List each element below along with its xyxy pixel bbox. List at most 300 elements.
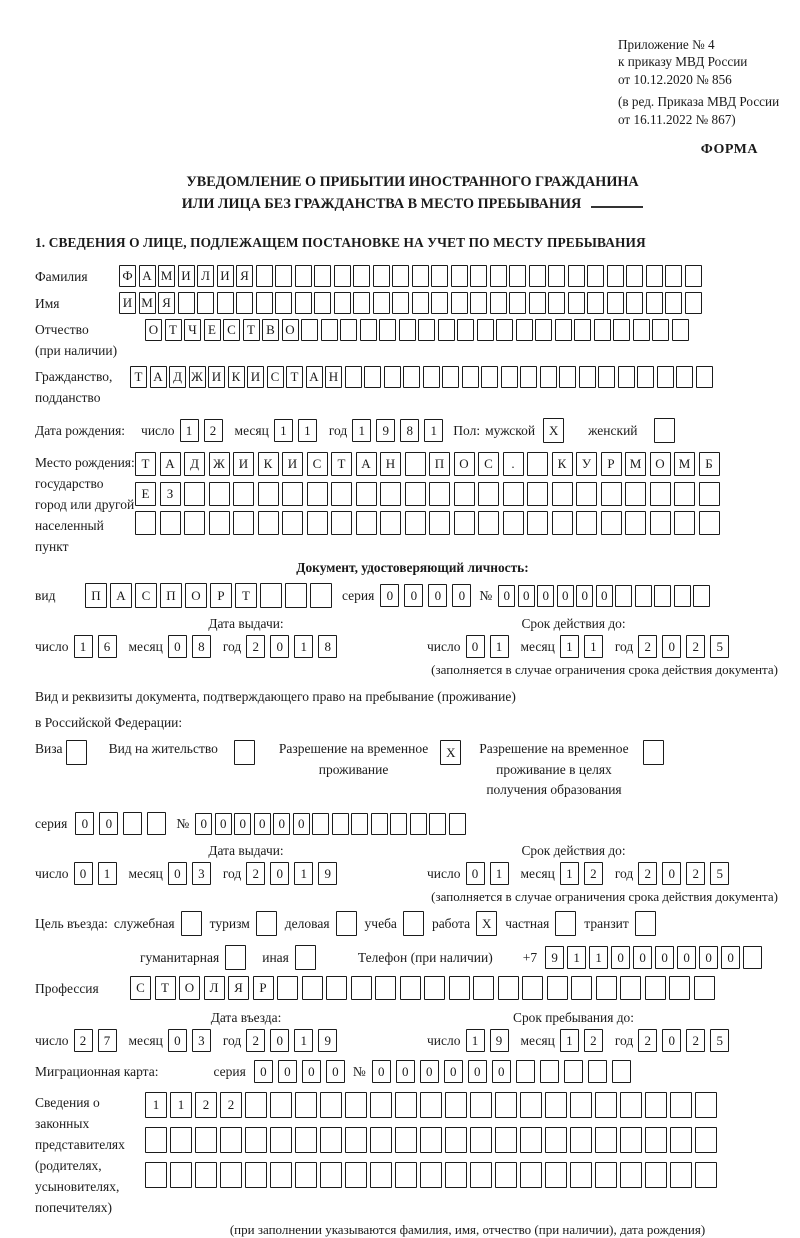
birth-place-cell[interactable] (503, 511, 524, 535)
birth-place-cell[interactable] (527, 482, 548, 506)
resid-number-cell[interactable] (410, 813, 427, 835)
citizenship-cell[interactable] (345, 366, 362, 388)
doc-number-cell[interactable]: 0 (498, 585, 515, 607)
patronymic-cell[interactable] (360, 319, 377, 341)
citizenship-cell[interactable] (520, 366, 537, 388)
surname-cell[interactable] (314, 265, 331, 287)
doc-kind-cell[interactable]: А (110, 583, 132, 608)
legal-reps-cell[interactable] (670, 1162, 692, 1188)
migration-number-cell[interactable]: 0 (420, 1060, 439, 1083)
doc-valid-year-cell[interactable]: 2 (638, 635, 657, 658)
resid-issue-day-cell[interactable]: 0 (74, 862, 93, 885)
doc-kind-cell[interactable]: С (135, 583, 157, 608)
birth-place-cell[interactable] (405, 482, 426, 506)
firstname-cell[interactable] (314, 292, 331, 314)
legal-reps-cell[interactable] (195, 1127, 217, 1153)
resid-number-cell[interactable]: 0 (215, 813, 232, 835)
resid-valid-day-cell[interactable]: 1 (490, 862, 509, 885)
profession-cell[interactable] (669, 976, 690, 1000)
profession-cell[interactable] (596, 976, 617, 1000)
firstname-cell[interactable] (568, 292, 585, 314)
legal-reps-cell[interactable] (145, 1127, 167, 1153)
birth-place-cell[interactable]: М (625, 452, 646, 476)
legal-reps-cell[interactable] (645, 1127, 667, 1153)
profession-cell[interactable] (424, 976, 445, 1000)
firstname-cell[interactable] (665, 292, 682, 314)
firstname-cell[interactable] (217, 292, 234, 314)
firstname-cell[interactable] (470, 292, 487, 314)
legal-reps-cell[interactable] (195, 1162, 217, 1188)
phone-digit-cell[interactable]: 0 (611, 946, 630, 969)
surname-cell[interactable]: А (139, 265, 156, 287)
resid-series-cell[interactable] (147, 812, 166, 835)
resid-issue-day-cell[interactable]: 1 (98, 862, 117, 885)
purpose-business-box[interactable] (336, 911, 357, 936)
profession-cell[interactable]: Р (253, 976, 274, 1000)
legal-reps-cell[interactable] (470, 1092, 492, 1118)
doc-issue-month-cell[interactable]: 8 (192, 635, 211, 658)
profession-cell[interactable] (302, 976, 323, 1000)
patronymic-cell[interactable] (496, 319, 513, 341)
legal-reps-cell[interactable] (545, 1127, 567, 1153)
legal-reps-cell[interactable] (695, 1127, 717, 1153)
citizenship-cell[interactable] (657, 366, 674, 388)
firstname-cell[interactable] (646, 292, 663, 314)
surname-cell[interactable] (607, 265, 624, 287)
patronymic-cell[interactable] (301, 319, 318, 341)
doc-kind-cell[interactable] (260, 583, 282, 608)
surname-cell[interactable] (256, 265, 273, 287)
resid-series-cell[interactable] (123, 812, 142, 835)
legal-reps-cell[interactable] (345, 1162, 367, 1188)
legal-reps-cell[interactable] (445, 1162, 467, 1188)
citizenship-cell[interactable] (403, 366, 420, 388)
citizenship-cell[interactable]: И (247, 366, 264, 388)
legal-reps-cell[interactable] (520, 1092, 542, 1118)
birth-place-cell[interactable] (454, 511, 475, 535)
firstname-cell[interactable] (685, 292, 702, 314)
doc-valid-year-cell[interactable]: 0 (662, 635, 681, 658)
citizenship-cell[interactable] (579, 366, 596, 388)
resid-number-cell[interactable] (332, 813, 349, 835)
birth-day-cell[interactable]: 2 (204, 419, 223, 442)
firstname-cell[interactable] (431, 292, 448, 314)
surname-cell[interactable] (509, 265, 526, 287)
doc-number-cell[interactable] (615, 585, 632, 607)
sex-male-box[interactable]: X (543, 418, 564, 443)
profession-cell[interactable] (277, 976, 298, 1000)
birth-place-cell[interactable] (258, 511, 279, 535)
birth-place-cell[interactable]: М (674, 452, 695, 476)
citizenship-cell[interactable] (442, 366, 459, 388)
birth-place-cell[interactable]: Р (601, 452, 622, 476)
doc-series-cell[interactable]: 0 (380, 584, 399, 607)
firstname-cell[interactable]: Я (158, 292, 175, 314)
patronymic-cell[interactable] (340, 319, 357, 341)
legal-reps-cell[interactable] (295, 1127, 317, 1153)
citizenship-cell[interactable]: Т (286, 366, 303, 388)
birth-place-cell[interactable] (650, 482, 671, 506)
legal-reps-cell[interactable] (320, 1092, 342, 1118)
resid-valid-month-cell[interactable]: 1 (560, 862, 579, 885)
phone-digit-cell[interactable]: 0 (633, 946, 652, 969)
birth-place-cell[interactable] (650, 511, 671, 535)
firstname-cell[interactable] (587, 292, 604, 314)
visa-box[interactable] (66, 740, 87, 765)
citizenship-cell[interactable] (540, 366, 557, 388)
legal-reps-cell[interactable] (620, 1092, 642, 1118)
patronymic-cell[interactable] (633, 319, 650, 341)
doc-series-cell[interactable]: 0 (404, 584, 423, 607)
doc-number-cell[interactable] (693, 585, 710, 607)
legal-reps-cell[interactable] (220, 1162, 242, 1188)
doc-number-cell[interactable] (654, 585, 671, 607)
patronymic-cell[interactable] (594, 319, 611, 341)
migration-number-cell[interactable]: 0 (468, 1060, 487, 1083)
doc-issue-year-cell[interactable]: 1 (294, 635, 313, 658)
birth-place-cell[interactable] (552, 511, 573, 535)
patronymic-cell[interactable] (652, 319, 669, 341)
birth-place-cell[interactable] (503, 482, 524, 506)
legal-reps-cell[interactable] (345, 1092, 367, 1118)
doc-valid-month-cell[interactable]: 1 (560, 635, 579, 658)
migration-series-cell[interactable]: 0 (326, 1060, 345, 1083)
patronymic-cell[interactable]: О (282, 319, 299, 341)
resid-valid-year-cell[interactable]: 2 (638, 862, 657, 885)
birth-place-cell[interactable]: И (233, 452, 254, 476)
legal-reps-cell[interactable]: 2 (195, 1092, 217, 1118)
migration-series-cell[interactable]: 0 (254, 1060, 273, 1083)
legal-reps-cell[interactable] (595, 1162, 617, 1188)
doc-kind-cell[interactable]: Т (235, 583, 257, 608)
surname-cell[interactable]: М (158, 265, 175, 287)
legal-reps-cell[interactable] (245, 1092, 267, 1118)
legal-reps-cell[interactable] (395, 1127, 417, 1153)
firstname-cell[interactable] (529, 292, 546, 314)
migration-series-cell[interactable]: 0 (302, 1060, 321, 1083)
citizenship-cell[interactable]: Д (169, 366, 186, 388)
surname-cell[interactable]: И (217, 265, 234, 287)
patronymic-cell[interactable]: Е (204, 319, 221, 341)
birth-year-cell[interactable]: 1 (352, 419, 371, 442)
legal-reps-cell[interactable] (420, 1127, 442, 1153)
legal-reps-cell[interactable] (370, 1162, 392, 1188)
legal-reps-cell[interactable] (470, 1127, 492, 1153)
legal-reps-cell[interactable] (570, 1127, 592, 1153)
entry-month-cell[interactable]: 0 (168, 1029, 187, 1052)
firstname-cell[interactable] (626, 292, 643, 314)
birth-place-cell[interactable]: А (356, 452, 377, 476)
doc-number-cell[interactable]: 0 (576, 585, 593, 607)
doc-kind-cell[interactable] (310, 583, 332, 608)
purpose-transit-box[interactable] (635, 911, 656, 936)
stay-year-cell[interactable]: 5 (710, 1029, 729, 1052)
doc-series-cell[interactable]: 0 (452, 584, 471, 607)
patronymic-cell[interactable] (321, 319, 338, 341)
surname-cell[interactable] (470, 265, 487, 287)
firstname-cell[interactable] (451, 292, 468, 314)
birth-year-cell[interactable]: 9 (376, 419, 395, 442)
resid-issue-year-cell[interactable]: 2 (246, 862, 265, 885)
birth-place-cell[interactable]: И (282, 452, 303, 476)
firstname-cell[interactable] (548, 292, 565, 314)
patronymic-cell[interactable] (438, 319, 455, 341)
legal-reps-cell[interactable] (370, 1092, 392, 1118)
entry-year-cell[interactable]: 9 (318, 1029, 337, 1052)
surname-cell[interactable]: И (178, 265, 195, 287)
surname-cell[interactable] (373, 265, 390, 287)
legal-reps-cell[interactable] (445, 1092, 467, 1118)
birth-place-cell[interactable]: П (429, 452, 450, 476)
birth-place-cell[interactable] (601, 482, 622, 506)
legal-reps-cell[interactable] (495, 1162, 517, 1188)
profession-cell[interactable] (449, 976, 470, 1000)
citizenship-cell[interactable] (618, 366, 635, 388)
profession-cell[interactable]: Л (204, 976, 225, 1000)
birth-place-cell[interactable] (625, 511, 646, 535)
doc-valid-day-cell[interactable]: 1 (490, 635, 509, 658)
patronymic-cell[interactable]: О (145, 319, 162, 341)
patronymic-cell[interactable] (379, 319, 396, 341)
patronymic-cell[interactable]: Т (165, 319, 182, 341)
phone-digit-cell[interactable] (743, 946, 762, 969)
patronymic-cell[interactable] (672, 319, 689, 341)
birth-place-cell[interactable]: Е (135, 482, 156, 506)
birth-place-cell[interactable]: А (160, 452, 181, 476)
surname-cell[interactable]: Ф (119, 265, 136, 287)
doc-number-cell[interactable] (674, 585, 691, 607)
legal-reps-cell[interactable] (245, 1127, 267, 1153)
legal-reps-cell[interactable] (545, 1092, 567, 1118)
birth-day-cell[interactable]: 1 (180, 419, 199, 442)
doc-valid-day-cell[interactable]: 0 (466, 635, 485, 658)
profession-cell[interactable]: Т (155, 976, 176, 1000)
surname-cell[interactable] (334, 265, 351, 287)
birth-place-cell[interactable] (674, 482, 695, 506)
birth-place-cell[interactable] (478, 482, 499, 506)
legal-reps-cell[interactable] (620, 1162, 642, 1188)
firstname-cell[interactable]: И (119, 292, 136, 314)
legal-reps-cell[interactable] (245, 1162, 267, 1188)
birth-place-cell[interactable] (429, 511, 450, 535)
doc-number-cell[interactable] (635, 585, 652, 607)
birth-place-cell[interactable] (699, 511, 720, 535)
birth-place-cell[interactable] (576, 482, 597, 506)
profession-cell[interactable] (522, 976, 543, 1000)
patronymic-cell[interactable] (555, 319, 572, 341)
firstname-cell[interactable] (392, 292, 409, 314)
doc-valid-month-cell[interactable]: 1 (584, 635, 603, 658)
stay-day-cell[interactable]: 1 (466, 1029, 485, 1052)
entry-day-cell[interactable]: 7 (98, 1029, 117, 1052)
citizenship-cell[interactable] (501, 366, 518, 388)
stay-day-cell[interactable]: 9 (490, 1029, 509, 1052)
resid-valid-year-cell[interactable]: 2 (686, 862, 705, 885)
resid-number-cell[interactable] (449, 813, 466, 835)
purpose-humanitarian-box[interactable] (225, 945, 246, 970)
citizenship-cell[interactable] (364, 366, 381, 388)
birth-year-cell[interactable]: 1 (424, 419, 443, 442)
firstname-cell[interactable] (490, 292, 507, 314)
surname-cell[interactable] (646, 265, 663, 287)
resid-series-cell[interactable]: 0 (75, 812, 94, 835)
birth-place-cell[interactable] (233, 482, 254, 506)
doc-number-cell[interactable]: 0 (596, 585, 613, 607)
legal-reps-cell[interactable] (670, 1127, 692, 1153)
birth-place-cell[interactable]: Н (380, 452, 401, 476)
firstname-cell[interactable] (295, 292, 312, 314)
legal-reps-cell[interactable] (220, 1127, 242, 1153)
resid-issue-year-cell[interactable]: 9 (318, 862, 337, 885)
legal-reps-cell[interactable] (295, 1162, 317, 1188)
profession-cell[interactable] (400, 976, 421, 1000)
legal-reps-cell[interactable] (570, 1162, 592, 1188)
sex-female-box[interactable] (654, 418, 675, 443)
migration-number-cell[interactable] (516, 1060, 535, 1083)
doc-issue-year-cell[interactable]: 0 (270, 635, 289, 658)
resid-issue-year-cell[interactable]: 1 (294, 862, 313, 885)
purpose-private-box[interactable] (555, 911, 576, 936)
birth-month-cell[interactable]: 1 (274, 419, 293, 442)
surname-cell[interactable] (392, 265, 409, 287)
firstname-cell[interactable] (412, 292, 429, 314)
resid-issue-month-cell[interactable]: 3 (192, 862, 211, 885)
birth-place-cell[interactable]: Т (331, 452, 352, 476)
citizenship-cell[interactable]: К (228, 366, 245, 388)
migration-number-cell[interactable] (540, 1060, 559, 1083)
birth-place-cell[interactable]: К (552, 452, 573, 476)
phone-digit-cell[interactable]: 0 (721, 946, 740, 969)
patronymic-cell[interactable] (457, 319, 474, 341)
citizenship-cell[interactable]: А (150, 366, 167, 388)
birth-place-cell[interactable] (552, 482, 573, 506)
firstname-cell[interactable] (256, 292, 273, 314)
surname-cell[interactable] (587, 265, 604, 287)
legal-reps-cell[interactable] (670, 1092, 692, 1118)
profession-cell[interactable]: С (130, 976, 151, 1000)
legal-reps-cell[interactable] (370, 1127, 392, 1153)
doc-kind-cell[interactable]: О (185, 583, 207, 608)
purpose-work-box[interactable]: X (476, 911, 497, 936)
citizenship-cell[interactable] (462, 366, 479, 388)
migration-number-cell[interactable]: 0 (372, 1060, 391, 1083)
legal-reps-cell[interactable] (520, 1127, 542, 1153)
birth-year-cell[interactable]: 8 (400, 419, 419, 442)
phone-digit-cell[interactable]: 1 (589, 946, 608, 969)
birth-place-cell[interactable]: Д (184, 452, 205, 476)
birth-place-cell[interactable] (209, 482, 230, 506)
birth-place-cell[interactable] (331, 511, 352, 535)
profession-cell[interactable] (473, 976, 494, 1000)
resid-valid-day-cell[interactable]: 0 (466, 862, 485, 885)
patronymic-cell[interactable] (613, 319, 630, 341)
birth-place-cell[interactable]: У (576, 452, 597, 476)
surname-cell[interactable] (412, 265, 429, 287)
surname-cell[interactable]: Л (197, 265, 214, 287)
birth-month-cell[interactable]: 1 (298, 419, 317, 442)
migration-series-cell[interactable]: 0 (278, 1060, 297, 1083)
legal-reps-cell[interactable] (695, 1092, 717, 1118)
phone-digit-cell[interactable]: 0 (677, 946, 696, 969)
resid-number-cell[interactable] (429, 813, 446, 835)
resid-number-cell[interactable]: 0 (273, 813, 290, 835)
legal-reps-cell[interactable] (695, 1162, 717, 1188)
citizenship-cell[interactable]: А (306, 366, 323, 388)
surname-cell[interactable] (295, 265, 312, 287)
doc-valid-year-cell[interactable]: 5 (710, 635, 729, 658)
surname-cell[interactable] (685, 265, 702, 287)
birth-place-cell[interactable] (380, 511, 401, 535)
legal-reps-cell[interactable] (545, 1162, 567, 1188)
entry-month-cell[interactable]: 3 (192, 1029, 211, 1052)
profession-cell[interactable]: Я (228, 976, 249, 1000)
legal-reps-cell[interactable] (495, 1127, 517, 1153)
surname-cell[interactable] (568, 265, 585, 287)
legal-reps-cell[interactable]: 2 (220, 1092, 242, 1118)
stay-year-cell[interactable]: 2 (686, 1029, 705, 1052)
temp-residence-edu-box[interactable] (643, 740, 664, 765)
legal-reps-cell[interactable] (320, 1127, 342, 1153)
birth-place-cell[interactable] (282, 482, 303, 506)
birth-place-cell[interactable]: Ж (209, 452, 230, 476)
legal-reps-cell[interactable] (270, 1162, 292, 1188)
resid-valid-year-cell[interactable]: 0 (662, 862, 681, 885)
surname-cell[interactable] (490, 265, 507, 287)
patronymic-cell[interactable] (535, 319, 552, 341)
birth-place-cell[interactable]: З (160, 482, 181, 506)
patronymic-cell[interactable] (418, 319, 435, 341)
citizenship-cell[interactable]: С (267, 366, 284, 388)
citizenship-cell[interactable] (384, 366, 401, 388)
profession-cell[interactable]: О (179, 976, 200, 1000)
patronymic-cell[interactable] (516, 319, 533, 341)
migration-number-cell[interactable] (588, 1060, 607, 1083)
birth-place-cell[interactable]: . (503, 452, 524, 476)
legal-reps-cell[interactable] (420, 1162, 442, 1188)
purpose-other-box[interactable] (295, 945, 316, 970)
stay-month-cell[interactable]: 2 (584, 1029, 603, 1052)
stay-year-cell[interactable]: 2 (638, 1029, 657, 1052)
legal-reps-cell[interactable] (420, 1092, 442, 1118)
patronymic-cell[interactable] (574, 319, 591, 341)
birth-place-cell[interactable] (282, 511, 303, 535)
migration-number-cell[interactable]: 0 (492, 1060, 511, 1083)
profession-cell[interactable] (694, 976, 715, 1000)
birth-place-cell[interactable] (233, 511, 254, 535)
legal-reps-cell[interactable] (620, 1127, 642, 1153)
resid-number-cell[interactable] (371, 813, 388, 835)
entry-year-cell[interactable]: 2 (246, 1029, 265, 1052)
patronymic-cell[interactable]: С (223, 319, 240, 341)
birth-place-cell[interactable] (674, 511, 695, 535)
citizenship-cell[interactable] (676, 366, 693, 388)
surname-cell[interactable] (548, 265, 565, 287)
firstname-cell[interactable] (236, 292, 253, 314)
legal-reps-cell[interactable] (645, 1092, 667, 1118)
birth-place-cell[interactable] (135, 511, 156, 535)
resid-issue-month-cell[interactable]: 0 (168, 862, 187, 885)
birth-place-cell[interactable] (405, 452, 426, 476)
birth-place-cell[interactable] (160, 511, 181, 535)
legal-reps-cell[interactable] (445, 1127, 467, 1153)
patronymic-cell[interactable] (477, 319, 494, 341)
legal-reps-cell[interactable] (595, 1127, 617, 1153)
legal-reps-cell[interactable] (570, 1092, 592, 1118)
birth-place-cell[interactable] (478, 511, 499, 535)
legal-reps-cell[interactable] (270, 1127, 292, 1153)
resid-valid-year-cell[interactable]: 5 (710, 862, 729, 885)
citizenship-cell[interactable] (696, 366, 713, 388)
